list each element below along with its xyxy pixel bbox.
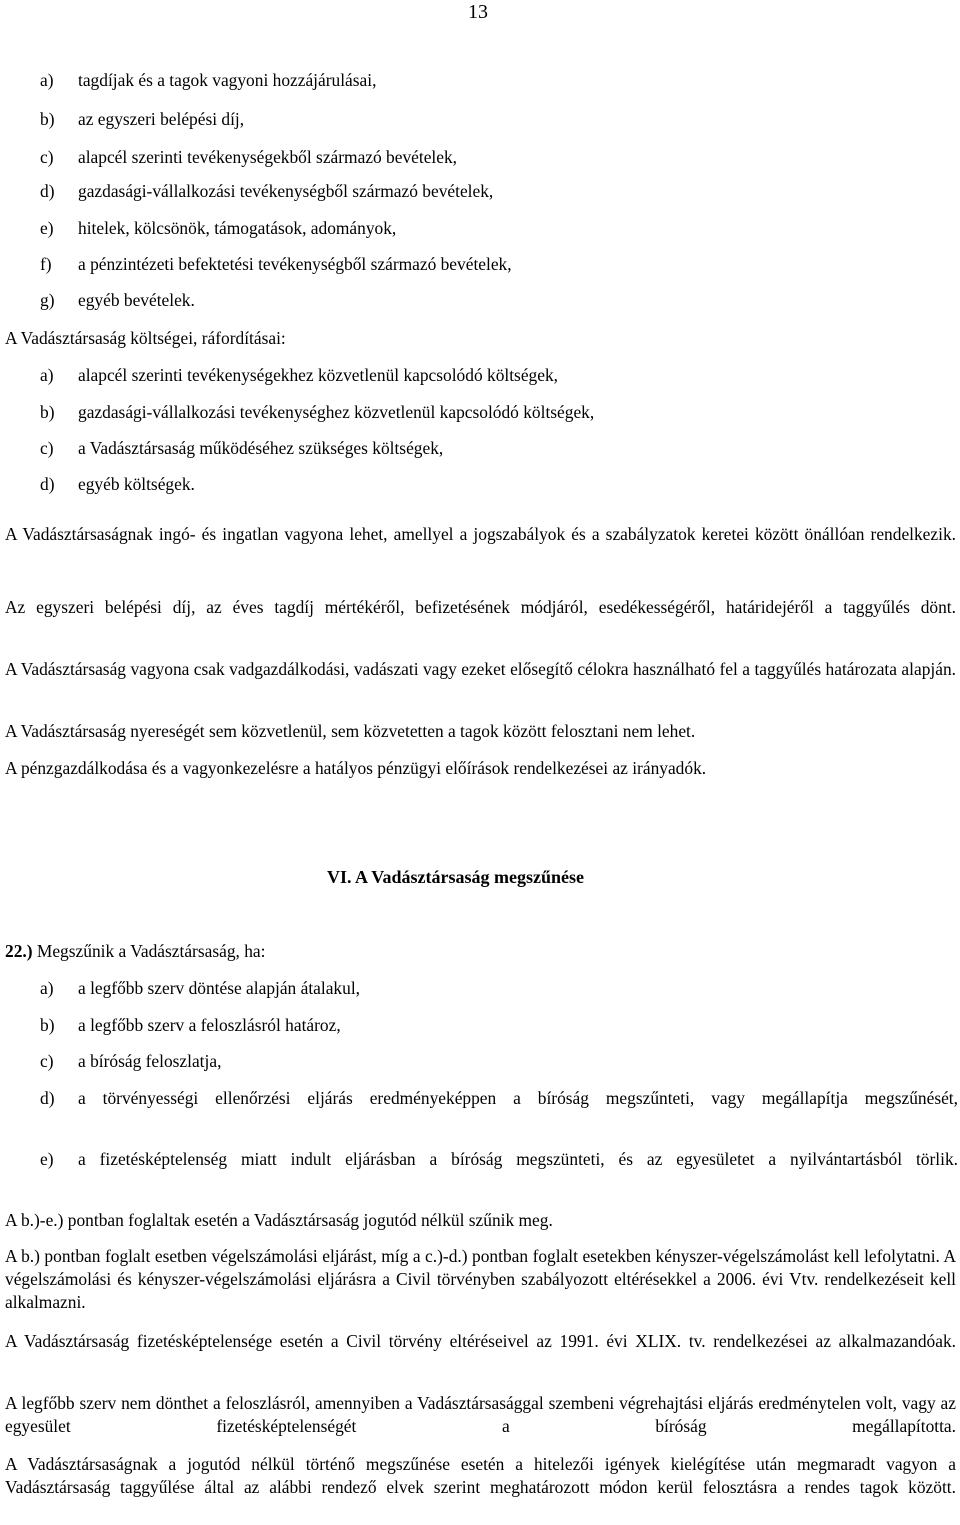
item-label: f) xyxy=(40,254,52,274)
paragraph: A Vadásztársaság vagyona csak vadgazdálkodási, vadászati vagy ezeket elősegítő célokra használható fel a taggyűlés határozata alapján. xyxy=(5,659,956,679)
paragraph: Az egyszeri belépési díj, az éves tagdíj mértékéről, befizetésének módjáról, esedékességéről, határidejéről a taggyűlés dönt. xyxy=(5,597,956,617)
section-heading: VI. A Vadásztársaság megszűnése xyxy=(327,867,585,887)
item-label: e) xyxy=(40,218,54,238)
item-text: hitelek, kölcsönök, támogatások, adományok, xyxy=(78,218,397,238)
item-label: c) xyxy=(40,1051,54,1071)
item-label: b) xyxy=(40,1015,55,1035)
item-label: e) xyxy=(40,1149,54,1169)
item-label: c) xyxy=(40,147,54,167)
page-number: 13 xyxy=(468,1,488,23)
item-text: egyéb bevételek. xyxy=(78,290,195,310)
paragraph: A Vadásztársaságnak a jogutód nélkül történő megszűnése esetén a hitelezői igények kielégítése után megmaradt vagyon a Vadásztársaság taggyűlése által az alábbi rendező elvek szerint meghatározott módon kerül felosztásra a rendes tagok között. xyxy=(5,1454,956,1497)
paragraph: A Vadásztársaság fizetésképtelensége esetén a Civil törvény eltéréseivel az 1991. évi XLIX. tv. rendelkezései az alkalmazandóak. xyxy=(5,1331,956,1351)
item-label: g) xyxy=(40,290,55,310)
item-text: tagdíjak és a tagok vagyoni hozzájárulásai, xyxy=(78,70,377,90)
item-text: a legfőbb szerv a feloszlásról határoz, xyxy=(78,1015,341,1035)
item-label: a) xyxy=(40,365,54,385)
paragraph: A Vadásztársaság nyereségét sem közvetlenül, sem közvetetten a tagok között felosztani nem lehet. xyxy=(5,721,696,741)
item-text: egyéb költségek. xyxy=(78,474,195,494)
item-text: alapcél szerinti tevékenységekhez közvetlenül kapcsolódó költségek, xyxy=(78,365,558,385)
item-text: gazdasági-vállalkozási tevékenységhez közvetlenül kapcsolódó költségek, xyxy=(78,402,595,422)
item-label: b) xyxy=(40,109,55,129)
paragraph: A pénzgazdálkodása és a vagyonkezelésre a hatályos pénzügyi előírások rendelkezései az irányadók. xyxy=(5,758,707,778)
costs-intro: A Vadásztársaság költségei, ráfordításai: xyxy=(5,328,286,348)
item-text: a fizetésképtelenség miatt indult eljárásban a bíróság megszünteti, és az egyesületet a nyilvántartásból törlik. xyxy=(78,1149,958,1169)
paragraph: A b.)-e.) pontban foglaltak esetén a Vadásztársaság jogutód nélkül szűnik meg. xyxy=(5,1210,553,1230)
item-text: az egyszeri belépési díj, xyxy=(78,109,245,129)
item-text: a Vadásztársaság működéséhez szükséges költségek, xyxy=(78,438,444,458)
paragraph: A Vadásztársaságnak ingó- és ingatlan vagyona lehet, amellyel a jogszabályok és a szabályzatok keretei között önállóan rendelkezik. xyxy=(5,524,956,544)
item-text: a legfőbb szerv döntése alapján átalakul, xyxy=(78,978,360,998)
clause-intro-text: Megszűnik a Vadásztársaság, ha: xyxy=(32,941,266,961)
item-label: d) xyxy=(40,1088,55,1108)
item-label: c) xyxy=(40,438,54,458)
item-text: a pénzintézeti befektetési tevékenységből származó bevételek, xyxy=(78,254,512,274)
item-label: d) xyxy=(40,474,55,494)
paragraph: A legfőbb szerv nem dönthet a feloszlásról, amennyiben a Vadásztársasággal szembeni végrehajtási eljárás eredménytelen volt, vagy az egyesület fizetésképtelenségét a bíróság megállapította. xyxy=(5,1393,956,1436)
item-label: d) xyxy=(40,181,55,201)
item-label: a) xyxy=(40,70,54,90)
clause-number: 22.) xyxy=(5,941,33,961)
clause-intro xyxy=(5,940,956,963)
item-text: alapcél szerinti tevékenységekből származó bevételek, xyxy=(78,147,458,167)
paragraph: A b.) pontban foglalt esetben végelszámolási eljárást, míg a c.)-d.) pontban foglalt esetekben kényszer-végelszámolást kell lefolytatni. A végelszámolási és kényszer-végelszámolási eljárásra a Civil törvényben szabályozott eltérésekkel a 2006. évi Vtv. rendelkezéseit kell alkalmazni. xyxy=(5,1246,956,1312)
item-text: a törvényességi ellenőrzési eljárás eredményeképpen a bíróság megszűnteti, vagy megállapítja megszűnését, xyxy=(78,1088,958,1108)
item-label: a) xyxy=(40,978,54,998)
item-text: a bíróság feloszlatja, xyxy=(78,1051,222,1071)
item-text: gazdasági-vállalkozási tevékenységből származó bevételek, xyxy=(78,181,494,201)
item-label: b) xyxy=(40,402,55,422)
